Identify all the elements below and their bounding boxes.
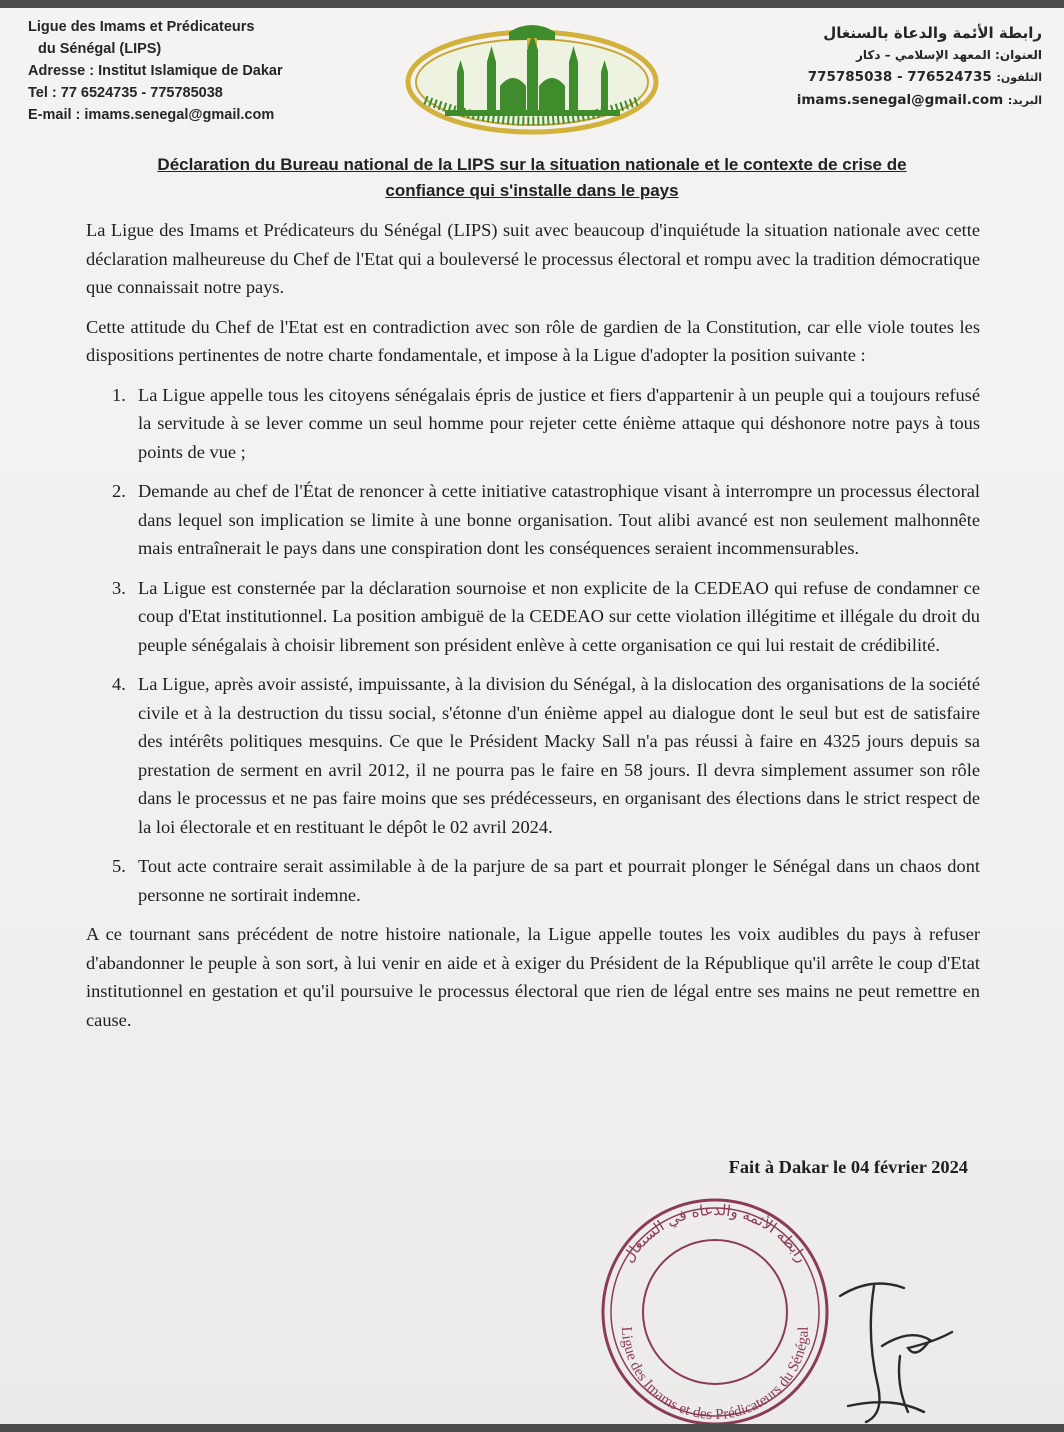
position-point (86, 381, 980, 467)
declaration-title (110, 152, 954, 204)
stamp-french-text: Ligue des Imams et des Prédicateurs du Sénégal (617, 1326, 813, 1424)
point-number: 4. (112, 674, 126, 694)
point-number: 2. (112, 481, 126, 501)
point-number: 5. (112, 856, 126, 876)
tel-numbers: 775785038 - 776524735 (807, 69, 992, 85)
position-point (86, 670, 980, 841)
point-number: 1. (112, 384, 126, 405)
point-number: 3. (112, 577, 126, 598)
point-text: La Ligue est consternée par la déclaration sournoise et non explicite de la CEDEAO qui refuse de condamner ce coup d'Etat institutionnel. La position ambiguë de la CEDEAO sur cette violation illégitime et illégale du droit du peuple sénégalais à choisir librement son président enlève à cette organisation ce qui lui restait de crédibilité. (138, 577, 980, 655)
email-value: imams.senegal@gmail.com (796, 92, 1004, 108)
conclusion-paragraph: A ce tournant sans précédent de notre histoire nationale, la Ligue appelle toutes les voix audibles du pays à refuser d'abandonner le peuple à son sort, à lui venir en aide et à exiger du Président de la République qu'il arrête le coup d'Etat institutionnel en gestation et qu'il poursuive le processus électoral que rien de légal entre ses mains ne peut remettre en cause. (86, 924, 980, 1030)
intro-paragraph-1: La Ligue des Imams et Prédicateurs du Sénégal (LIPS) suit avec beaucoup d'inquiétude la situation nationale avec cette déclaration malheureuse du Chef de l'Etat qui a bouleversé le processus électoral et rompu avec la tradition démocratique que connaissait notre pays. (86, 220, 980, 297)
title-line2: confiance qui s'installe dans le pays (385, 181, 679, 200)
email-arabic-line (782, 89, 1042, 112)
point-text: Demande au chef de l'État de renoncer à cette initiative catastrophique visant à interrompre un processus électoral dans lequel son implication se limite à une bonne organisation. Tout alibi avancé est non seulement malhonnête mais entraînerait le pays dans une conspiration dont les conséquences seraient incommensurables. (138, 481, 980, 558)
email-label-arabic: :البريد (1007, 94, 1042, 107)
title-line1: Déclaration du Bureau national de la LIPS sur la situation nationale et le contexte de crise de (157, 155, 907, 174)
handwritten-signature (812, 1236, 972, 1424)
position-point (86, 574, 980, 660)
stamp-inner-ring (643, 1240, 787, 1384)
position-point (86, 852, 980, 909)
address-arabic: العنوان: المعهد الإسلامي – دكار (855, 48, 1042, 62)
place-date-line: Fait à Dakar le 04 février 2024 (728, 1157, 968, 1177)
tel-label-arabic: :التلفون (996, 71, 1042, 84)
document-page (0, 8, 1064, 1424)
lips-logo (405, 20, 660, 140)
position-point (86, 477, 980, 563)
official-stamp (590, 1196, 840, 1424)
org-name-arabic: رابطة الأئمة والدعاة بالسنغال (823, 24, 1042, 42)
org-tel: Tel : 77 6524735 - 775785038 (28, 85, 223, 101)
point-text: Tout acte contraire serait assimilable à de la parjure de sa part et pourrait plonger le Sénégal dans un chaos dont personne ne sortirait indemne. (138, 856, 980, 905)
org-name-line1: Ligue des Imams et Prédicateurs (28, 19, 255, 35)
header-left-block (28, 16, 328, 126)
tel-arabic-line (782, 66, 1042, 89)
position-points-list (86, 381, 980, 910)
stamp-arabic-text: رابطة الأئمة والدعاة في السنغال (619, 1200, 812, 1266)
header-right-block (782, 22, 1042, 112)
point-text: La Ligue appelle tous les citoyens sénégalais épris de justice et fiers d'appartenir à un peuple qui a toujours refusé la servitude à se lever comme un seul homme pour rejeter cette énième attaque qui déshonore notre pays à tous points de vue ; (138, 384, 980, 462)
org-email: E-mail : imams.senegal@gmail.com (28, 107, 275, 123)
org-address: Adresse : Institut Islamique de Dakar (28, 63, 283, 79)
point-text: La Ligue, après avoir assisté, impuissante, à la division du Sénégal, à la dislocation des organisations de la société civile et à la destruction du tissu social, s'étonne d'un énième appel au dialogue dont le seul but est de satisfaire des intérêts politiques mesquins. Ce que le Président Macky Sall n'a pas réussi à faire en 4325 jours depuis sa prestation de serment en avril 2012, il ne pourra pas le faire en 58 jours. Il devra simplement assumer son rôle dans le processus et ne pas faire moins que ses prédécesseurs, en organisant des élections dans le strict respect de la loi électorale et en restituant le dépôt le 02 avril 2024. (138, 674, 980, 837)
org-name-line2: du Sénégal (LIPS) (38, 41, 162, 57)
declaration-body (86, 216, 980, 1045)
intro-paragraph-2: Cette attitude du Chef de l'Etat est en contradiction avec son rôle de gardien de la Constitution, car elle viole toutes les dispositions pertinentes de notre charte fondamentale, et impose à la Ligue d'adopter la position suivante : (86, 316, 980, 365)
